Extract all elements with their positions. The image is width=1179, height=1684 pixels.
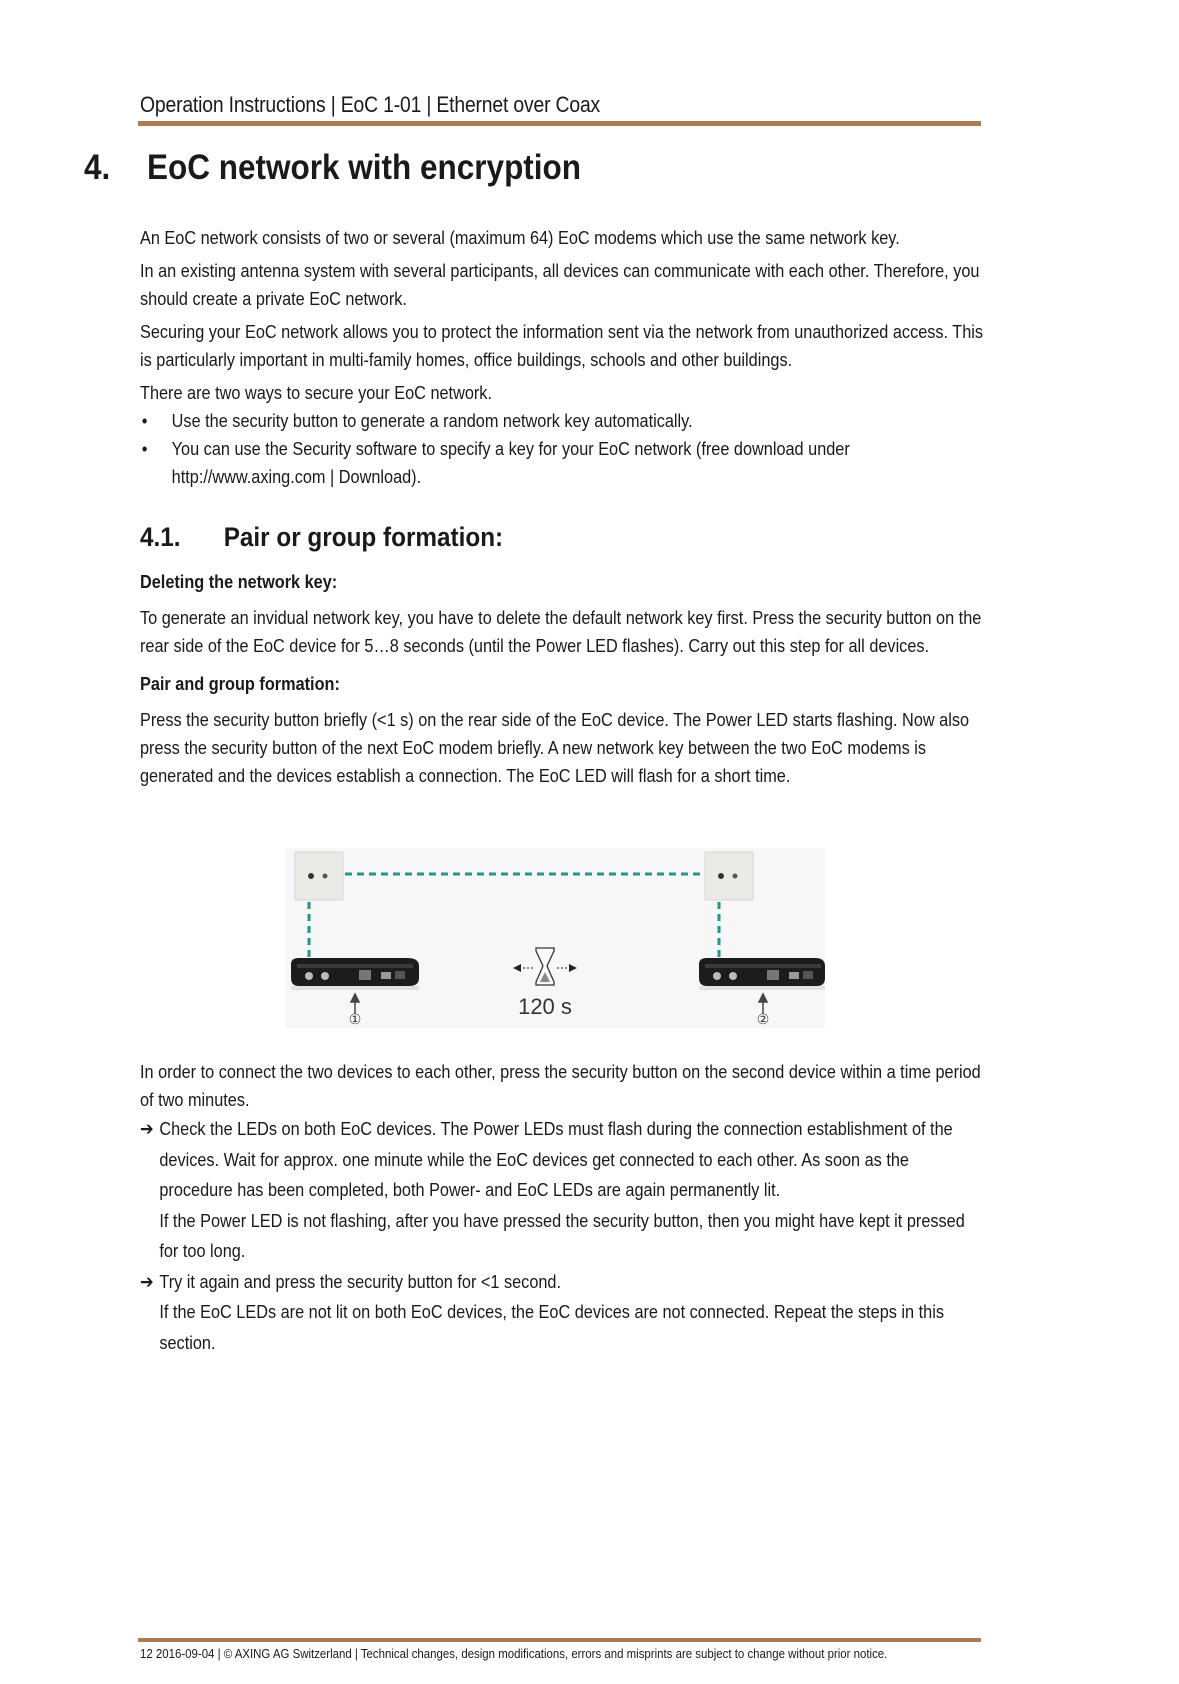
pairing-figure <box>285 848 825 1028</box>
footer-rule <box>138 1638 981 1642</box>
chapter-number: 4. <box>84 148 111 187</box>
step-retry-note: If the EoC LEDs are not lit on both EoC devices, the EoC devices are not connected. Repeat the steps in this section. <box>159 1301 944 1353</box>
wall-socket-left <box>295 852 343 900</box>
pairing-diagram <box>285 848 825 1028</box>
section-number: 4.1. <box>140 522 181 552</box>
eoc-modem-1 <box>291 958 419 990</box>
device-1-label: ① <box>348 1012 362 1028</box>
right-arrow-icon: ➔ <box>140 1270 154 1292</box>
intro-paragraph-1: An EoC network consists of two or several (maximum 64) EoC modems which use the same network key. <box>140 227 900 248</box>
pair-formation-text: Press the security button briefly (<1 s) on the rear side of the EoC device. The Power LED starts flashing. Now also press the security button of the next EoC modem briefly. A new network key between the two EoC modems is generated and the devices establish a connection. The EoC LED will flash for a short time. <box>140 709 970 786</box>
step-check-leds-text: Check the LEDs on both EoC devices. The Power LEDs must flash during the connection establishment of the devices. Wait for approx. one minute while the EoC devices get connected to each other. As soon as the procedure has been completed, both Power- and EoC LEDs are again permanently lit. <box>159 1118 953 1200</box>
header-rule <box>138 121 981 126</box>
intro-bullet-list <box>140 407 985 491</box>
section-heading <box>140 522 503 553</box>
list-item: • You can use the Security software to specify a key for your EoC network (free download under http://www.axing.com | Download). <box>140 435 985 491</box>
device-2-label: ② <box>756 1012 770 1028</box>
timer-label: 120 s <box>518 994 572 1019</box>
step-retry-text: Try it again and press the security button for <1 second. <box>159 1270 562 1292</box>
connect-paragraph: In order to connect the two devices to each other, press the security button on the second device within a time period of two minutes. <box>140 1061 981 1110</box>
delete-key-text: To generate an invidual network key, you have to delete the default network key first. Press the security button on the rear side of the EoC device for 5…8 seconds (until the Power LED flashes). Carry out this step for all devices. <box>140 607 982 656</box>
wall-socket-right <box>705 852 753 900</box>
instructions-block <box>140 1058 980 1358</box>
chapter-heading <box>84 148 581 188</box>
subheading-pair-formation: Pair and group formation: <box>140 673 340 694</box>
section-title: Pair or group formation: <box>223 522 504 552</box>
eoc-modem-2 <box>699 958 825 990</box>
page-footer: 12 2016-09-04 | © AXING AG Switzerland | Technical changes, design modifications, errors and misprints are subject to change without prior notice. <box>140 1646 888 1661</box>
subheading-delete-key: Deleting the network key: <box>140 571 338 592</box>
step-check-leds-note: If the Power LED is not flashing, after you have pressed the security button, then you might have kept it pressed for too long. <box>159 1209 965 1261</box>
page-header: Operation Instructions | EoC 1-01 | Ethernet over Coax <box>140 92 601 117</box>
list-item: • Use the security button to generate a random network key automatically. <box>140 407 985 435</box>
intro-paragraph-4: There are two ways to secure your EoC network. <box>140 382 492 403</box>
intro-block <box>140 224 984 491</box>
step-retry <box>140 1267 985 1298</box>
intro-paragraph-3: Securing your EoC network allows you to protect the information sent via the network from unauthorized access. This is particularly important in multi-family homes, office buildings, schools and other buildings. <box>140 321 984 370</box>
step-check-leds <box>140 1114 985 1206</box>
right-arrow-icon: ➔ <box>140 1118 154 1139</box>
section-block <box>140 568 980 795</box>
intro-paragraph-2: In an existing antenna system with several participants, all devices can communicate with each other. Therefore, you should create a private EoC network. <box>140 260 980 309</box>
chapter-title: EoC network with encryption <box>147 148 582 187</box>
